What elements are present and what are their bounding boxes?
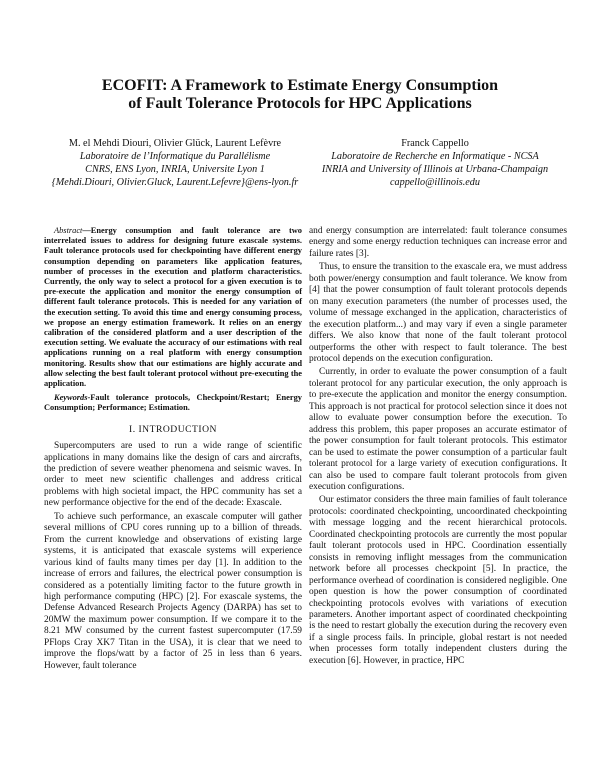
intro-paragraph-1: Supercomputers are used to run a wide range of scientific applications in many domains like the design of cars and aircrafts, the prediction of severe weather phenomena and seismic waves. In order to meet new scientific challenges and address critical problems with high societal impact, the HPC community has set a new performance objective for the end of the decade: Exascale. xyxy=(44,441,302,509)
intro-paragraph-2: To achieve such performance, an exascale computer will gather several millions of CPU cores running up to a billion of threads. From the current knowledge and observations of existing large systems, it is anticipated that exascale systems will experience various kind of faults many times per day [1]. In addition to the increase of errors and failures, the electrical power consumption is considered as a potentially limiting factor to the future growth in high performance computing (HPC) [2]. For exascale systems, the Defense Advanced Research Projects Agency (DARPA) has set to 20MW the maximum power consumption. If we compare it to the 8.21 MW consumed by the current fastest supercomputer (17.59 PFlops Cray XK7 Titan in the USA), it is clear that we need to improve the flops/watt by a factor of 25 in less than 6 years. However, fault tolerance xyxy=(44,511,302,671)
affiliation-left-2: CNRS, ENS Lyon, INRIA, Universite Lyon 1 xyxy=(85,164,265,175)
email-right: cappello@illinois.edu xyxy=(389,177,480,188)
email-left: {Mehdi.Diouri, Olivier.Gluck, Laurent.Lefevre}@ens-lyon.fr xyxy=(51,177,299,188)
keywords-text: -Fault tolerance protocols, Checkpoint/Restart; Energy Consumption; Performance; Estimation. xyxy=(44,393,302,413)
abstract xyxy=(44,226,302,389)
abstract-text: —Energy consumption and fault tolerance are two interrelated issues to address for designing future exascale systems. Fault tolerance protocols used for checkpointing have different energy consumption depending on parameters like application features, number of processes in the execution and platform characteristics. Currently, the only way to select a protocol for a given execution is to pre-execute the application and monitor the energy consumption of different fault tolerance protocols. This is needed for any variation of the execution setting. To avoid this time and energy consuming process, we propose an energy estimation framework. It relies on an energy calibration of the considered platform and a user description of the execution setting. We evaluate the accuracy of our estimations with real applications running on a real platform with energy consumption monitoring. Results show that our estimations are highly accurate and allow selecting the best fault tolerant protocol without pre-executing the application. xyxy=(44,226,302,389)
left-column xyxy=(44,226,302,672)
intro-paragraph-6: Our estimator considers the three main families of fault tolerance protocols: coordinated checkpointing, uncoordinated checkpointing with message logging and the recent hierarchical protocols. Coordinated checkpointing protocols are currently the most popular fault tolerant protocols used in HPC. Coordination essentially consists in removing inflight messages from the communication network before all processes checkpoint [5]. In practice, the performance overhead of coordination is considered negligible. One open question is how the power consumption of coordinated checkpointing protocols evolves with variations of execution parameters. Another important aspect of coordinated checkpointing is the need to restart globally the execution during the recovery even if a single process fails. In principle, global restart is not needed when processes form totally independent clusters during the execution [6]. However, in practice, HPC xyxy=(309,495,567,666)
keywords-label: Keywords xyxy=(54,393,88,403)
paper-title-line-2: of Fault Tolerance Protocols for HPC Applications xyxy=(128,95,472,112)
author-names-right: Franck Cappello xyxy=(401,138,469,149)
affiliation-right-2: INRIA and University of Illinois at Urbana-Champaign xyxy=(321,164,549,175)
affiliation-right-1: Laboratoire de Recherche en Informatique - NCSA xyxy=(331,151,539,162)
affiliation-left-1: Laboratoire de l’Informatique du Parallélisme xyxy=(79,151,271,162)
author-block-right xyxy=(300,137,570,189)
keywords xyxy=(44,393,302,413)
paper-title-line-1: ECOFIT: A Framework to Estimate Energy Consumption xyxy=(101,77,499,94)
intro-paragraph-4: Thus, to ensure the transition to the exascale era, we must address both power/energy consumption and fault tolerance. We know from [4] that the power consumption of fault tolerant protocols depends on many execution parameters (the number of processes used, the volume of message exchanged in the application, characteristics of the execution platform...) and may vary if even a single parameter differs. We also know that none of the fault tolerant protocol outperforms the other with respect to fault tolerance. The best protocol depends on the execution configuration. xyxy=(309,262,567,364)
section-heading-introduction: I. INTRODUCTION xyxy=(129,423,217,435)
author-block-left xyxy=(40,137,310,189)
intro-paragraph-3: and energy consumption are interrelated: fault tolerance consumes energy and some energy reduction techniques can increase error and failure rates [3]. xyxy=(309,226,567,259)
author-names-left: M. el Mehdi Diouri, Olivier Glück, Laurent Lefèvre xyxy=(68,138,282,149)
abstract-label: Abstract xyxy=(54,226,83,235)
intro-paragraph-5: Currently, in order to evaluate the power consumption of a fault tolerant protocol for any particular execution, the only approach is to pre-execute the application and monitor the energy consumption. This approach is not practical for protocol selection since it does not allow to evaluate power consumption before the execution. To address this problem, this paper proposes an accurate estimator of the power consumption for fault tolerant protocols. This estimator can be used to estimate the power consumption of a particular fault tolerant protocol for a large variety of execution configurations. It can also be used to compare fault tolerant protocols from given execution configurations. xyxy=(309,367,567,492)
right-column xyxy=(309,226,567,667)
